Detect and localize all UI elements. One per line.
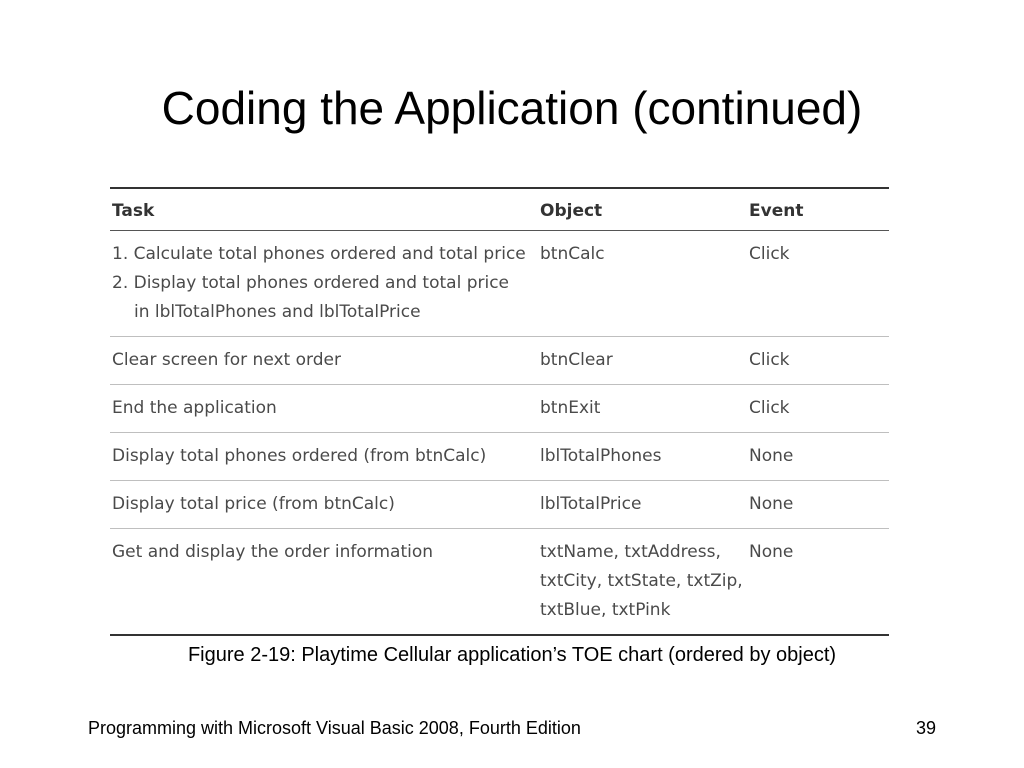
table-header-row — [110, 188, 889, 231]
object-cell — [538, 433, 747, 481]
object-cell — [538, 385, 747, 433]
table-row — [110, 433, 889, 481]
header-event: Event — [747, 188, 889, 231]
task-line: 2. Display total phones ordered and total price — [112, 273, 510, 293]
table-row — [110, 385, 889, 433]
task-line: in lblTotalPhones and lblTotalPrice — [134, 302, 421, 322]
footer-book-title: Programming with Microsoft Visual Basic 2008, Fourth Edition — [88, 718, 581, 738]
object-line: lblTotalPhones — [540, 446, 662, 466]
event-cell: Click — [747, 337, 889, 385]
event-cell: None — [747, 433, 889, 481]
object-line: txtName, txtAddress, — [540, 542, 721, 562]
table-row — [110, 481, 889, 529]
task-cell — [110, 231, 538, 337]
object-line: btnExit — [540, 398, 601, 418]
event-cell: Click — [747, 231, 889, 337]
table-row — [110, 337, 889, 385]
object-line: lblTotalPrice — [540, 494, 642, 514]
table-row — [110, 231, 889, 337]
event-cell: Click — [747, 385, 889, 433]
task-cell — [110, 529, 538, 636]
task-cell — [110, 481, 538, 529]
header-task: Task — [110, 188, 538, 231]
page-number: 39 — [915, 718, 936, 738]
figure-caption: Figure 2-19: Playtime Cellular application’s TOE chart (ordered by object) — [187, 644, 837, 666]
task-line: Display total price (from btnCalc) — [112, 494, 395, 514]
object-cell — [538, 231, 747, 337]
task-cell — [110, 337, 538, 385]
event-cell: None — [749, 542, 794, 562]
slide-title: Coding the Application (continued) — [161, 82, 863, 134]
object-line: txtCity, txtState, txtZip, — [540, 571, 743, 591]
task-line: Display total phones ordered (from btnCalc) — [112, 446, 487, 466]
object-cell — [538, 337, 747, 385]
object-cell — [538, 481, 747, 529]
event-cell: None — [747, 481, 889, 529]
header-object: Object — [538, 188, 747, 231]
object-line: txtBlue, txtPink — [540, 600, 671, 620]
object-line: btnCalc — [540, 244, 605, 264]
table-row — [110, 529, 889, 636]
task-line: 1. Calculate total phones ordered and total price — [112, 244, 526, 264]
task-line: Clear screen for next order — [112, 350, 341, 370]
toe-chart-table — [110, 187, 889, 636]
object-line: btnClear — [540, 350, 613, 370]
task-line: End the application — [112, 398, 277, 418]
task-cell — [110, 433, 538, 481]
task-line: Get and display the order information — [112, 542, 434, 562]
object-cell — [538, 529, 747, 636]
task-cell — [110, 385, 538, 433]
